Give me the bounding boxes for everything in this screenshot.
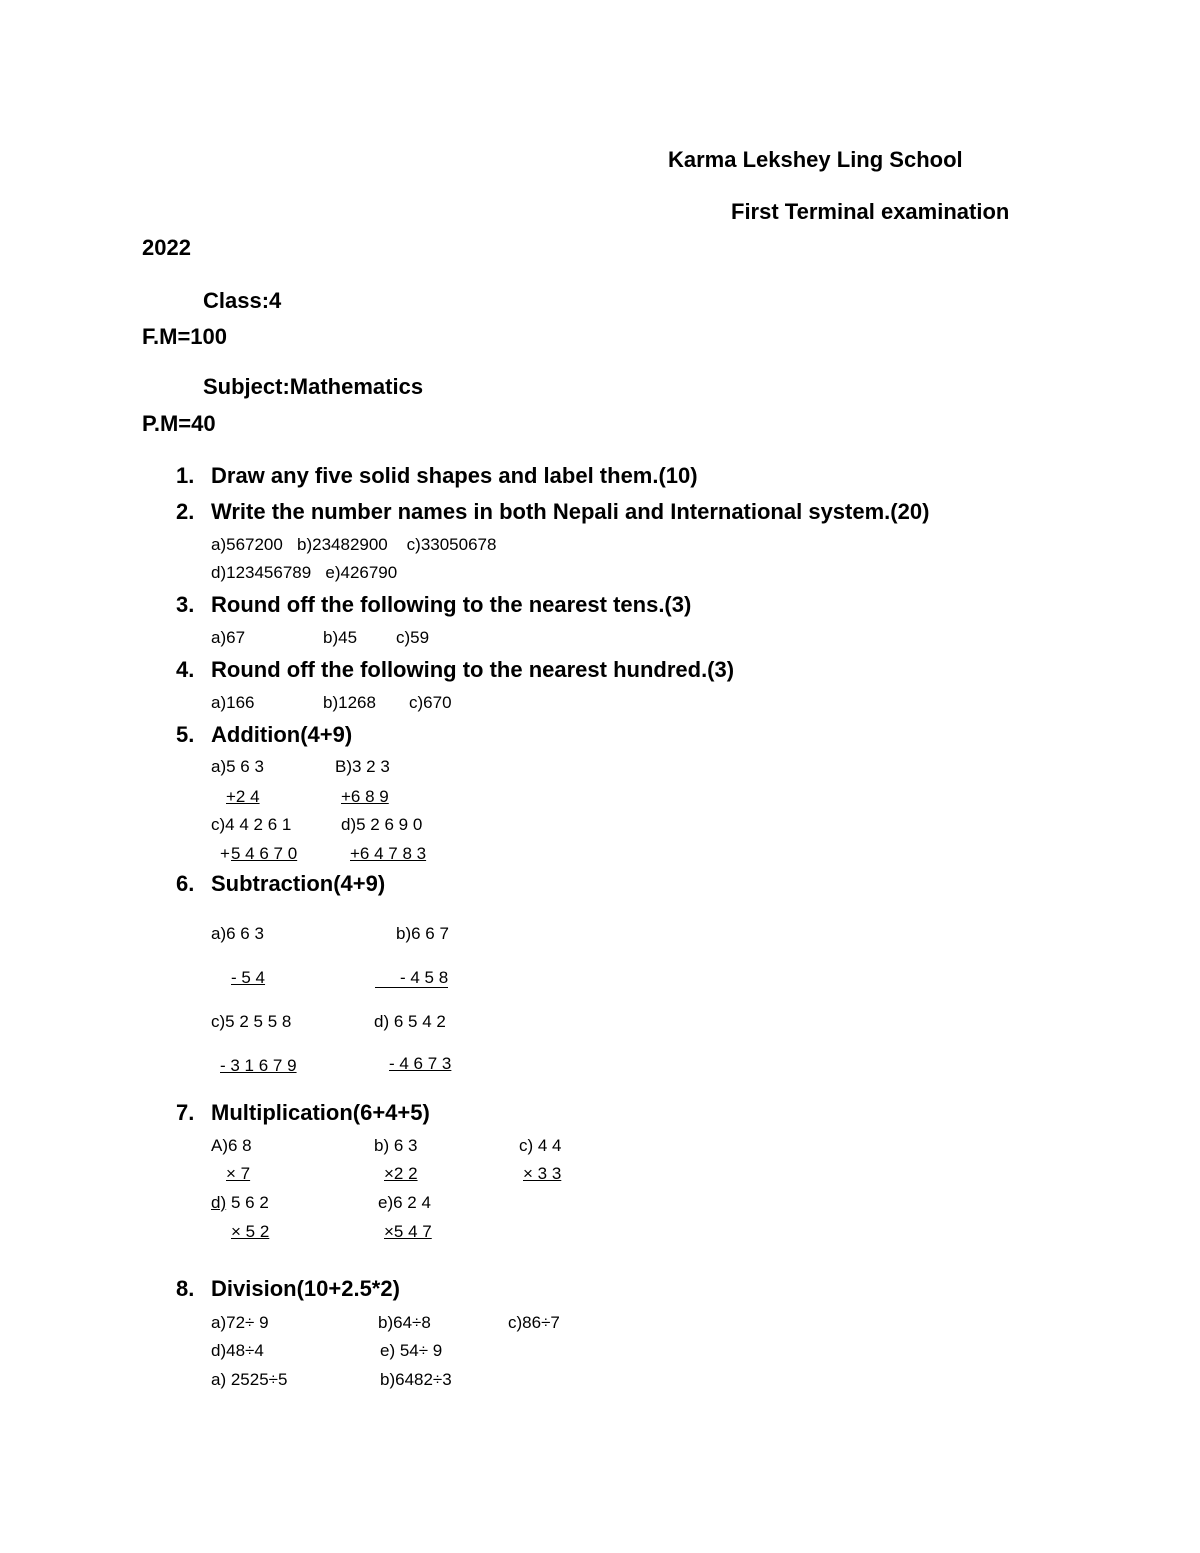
- item: a)5 6 3: [211, 757, 264, 776]
- item: c)4 4 2 6 1: [211, 815, 292, 834]
- item: a) 2525÷5: [211, 1370, 288, 1389]
- question-number: 2.: [176, 499, 195, 524]
- item: A)6 8: [211, 1136, 252, 1155]
- item: e) 54÷ 9: [380, 1341, 443, 1360]
- question-number: 4.: [176, 657, 195, 682]
- item: b) 6 3: [374, 1136, 418, 1155]
- item: +: [220, 844, 230, 863]
- item: × 3 3: [523, 1164, 562, 1183]
- item: - 4 6 7 3: [389, 1054, 452, 1073]
- item: ×2 2: [384, 1164, 418, 1183]
- item: b)6 6 7: [396, 924, 449, 943]
- item: b)45: [323, 628, 358, 647]
- item: 5 6 2: [231, 1193, 269, 1212]
- item: +6 8 9: [341, 787, 389, 806]
- question-text: Write the number names in both Nepali and International system.(20): [211, 499, 930, 524]
- item: d)48÷4: [211, 1341, 264, 1360]
- exam-year: 2022: [142, 235, 191, 260]
- item: a)6 6 3: [211, 924, 264, 943]
- question-number: 7.: [176, 1100, 195, 1125]
- item: - 3 1 6 7 9: [220, 1056, 297, 1075]
- item: 5 4 6 7 0: [231, 844, 298, 863]
- item: - 5 4: [231, 968, 266, 987]
- item: d) 6 5 4 2: [374, 1012, 446, 1031]
- question-number: 6.: [176, 871, 195, 896]
- question-text: Round off the following to the nearest hundred.(3): [211, 657, 735, 682]
- item: a)166: [211, 693, 255, 712]
- question-text: Addition(4+9): [211, 722, 353, 747]
- full-marks: F.M=100: [142, 324, 227, 349]
- item: c)86÷7: [508, 1313, 560, 1332]
- item: c)59: [396, 628, 430, 647]
- item: × 7: [226, 1164, 251, 1183]
- item: × 5 2: [231, 1222, 270, 1241]
- school-name: Karma Lekshey Ling School: [668, 147, 963, 172]
- answer-items: d)123456789 e)426790: [211, 563, 398, 582]
- item: ×5 4 7: [384, 1222, 432, 1241]
- question-text: Draw any five solid shapes and label them.(10): [211, 463, 698, 488]
- question-number: 5.: [176, 722, 195, 747]
- item: c)5 2 5 5 8: [211, 1012, 292, 1031]
- question-number: 1.: [176, 463, 195, 488]
- subject-label: Subject:Mathematics: [203, 374, 424, 399]
- pass-marks: P.M=40: [142, 411, 216, 436]
- item: B)3 2 3: [335, 757, 390, 776]
- item: - 4 5 8: [375, 969, 448, 988]
- item: b)1268: [323, 693, 376, 712]
- question-number: 8.: [176, 1276, 195, 1301]
- question-text: Multiplication(6+4+5): [211, 1100, 430, 1125]
- answer-items: a)567200 b)23482900 c)33050678: [211, 535, 497, 554]
- item: c) 4 4: [519, 1136, 562, 1155]
- question-text: Subtraction(4+9): [211, 871, 386, 896]
- question-text: Round off the following to the nearest tens.(3): [211, 592, 692, 617]
- item: b)6482÷3: [380, 1370, 452, 1389]
- item: d)5 2 6 9 0: [341, 815, 423, 834]
- item: c)670: [409, 693, 452, 712]
- item: +2 4: [226, 787, 260, 806]
- item: b)64÷8: [378, 1313, 431, 1332]
- item: +6 4 7 8 3: [350, 844, 427, 863]
- item: a)72÷ 9: [211, 1313, 269, 1332]
- class-label: Class:4: [203, 288, 282, 313]
- item: a)67: [211, 628, 246, 647]
- question-text: Division(10+2.5*2): [211, 1276, 400, 1301]
- exam-title: First Terminal examination: [731, 199, 1010, 224]
- item: e)6 2 4: [378, 1193, 431, 1212]
- question-number: 3.: [176, 592, 195, 617]
- item: d): [211, 1193, 227, 1212]
